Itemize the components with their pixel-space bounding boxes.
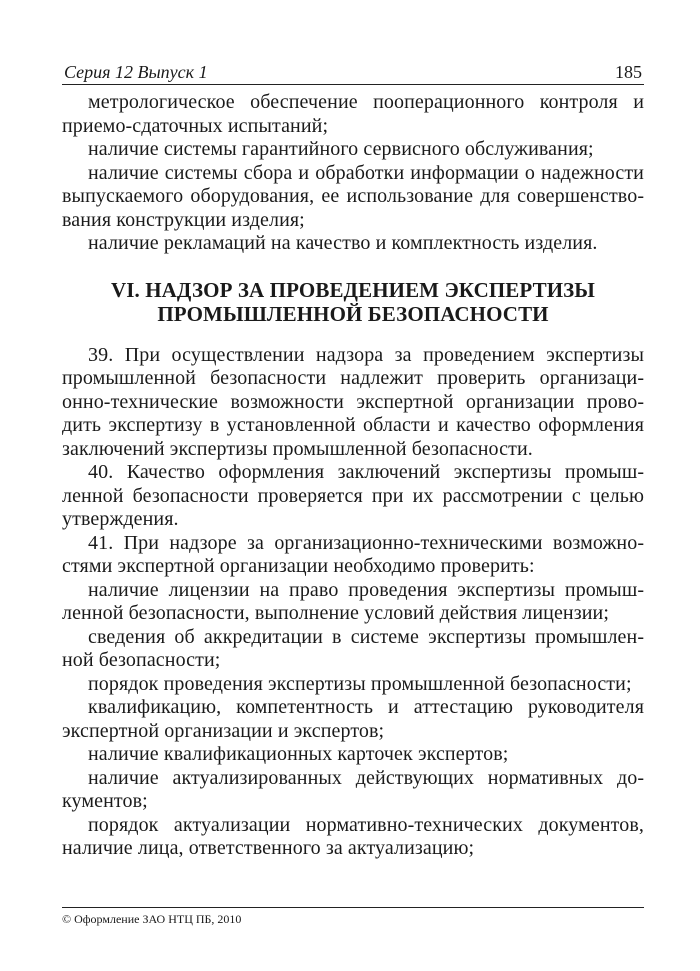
paragraph: наличие рекламаций на качество и комплектность изделия. — [88, 232, 598, 254]
section-heading — [62, 278, 644, 326]
section-heading-line: ПРОМЫШЛЕННОЙ БЕЗОПАСНОСТИ — [157, 301, 549, 326]
series-label: Серия 12 Выпуск 1 — [64, 62, 208, 82]
document-page — [62, 62, 644, 861]
paragraph: квалификацию, компетентность и аттестацию руководителя экспертной организации и экспертов; — [62, 696, 644, 742]
page-number: 185 — [615, 62, 642, 82]
document-body — [62, 91, 644, 861]
paragraph: 40. Качество оформления заключений экспертизы промышленной безопасности проверяется при их рассмотрении с целью утверждения. — [62, 461, 644, 530]
paragraph: наличие лицензии на право проведения экспертизы промышленной безопасности, выполнение условий действия лицензии; — [62, 578, 644, 624]
page-footer — [62, 907, 644, 926]
paragraph: наличие квалификационных карточек экспертов; — [88, 743, 509, 765]
paragraph: наличие системы сбора и обработки информации о надежности выпускаемого оборудования, ее использование для совершенствования конструкции изделия; — [62, 161, 644, 231]
paragraph: порядок актуализации нормативно-технических документов, наличие лица, ответственного за актуализацию; — [62, 813, 644, 859]
paragraph: 39. При осуществлении надзора за проведением экспертизы промышленной безопасности надлежит проверить организационно-технические возможности экспертной организации проводить экспертизу в установленной области и качество оформления заключений экспертизы промышленной безопасности. — [62, 343, 644, 460]
running-header — [62, 62, 644, 85]
paragraph: наличие системы гарантийного сервисного обслуживания; — [88, 138, 594, 160]
paragraph: метрологическое обеспечение пооперационного контроля и приемо-сдаточных испытаний; — [62, 91, 644, 137]
copyright-text: © Оформление ЗАО НТЦ ПБ, 2010 — [62, 912, 242, 926]
paragraph: сведения об аккредитации в системе экспертизы промышленной безопасности; — [62, 625, 644, 671]
paragraph: 41. При надзоре за организационно-техническими возможностями экспертной организации необходимо проверить: — [62, 531, 644, 577]
section-heading-line: VI. НАДЗОР ЗА ПРОВЕДЕНИЕМ ЭКСПЕРТИЗЫ — [110, 277, 596, 302]
paragraph: наличие актуализированных действующих нормативных документов; — [62, 766, 644, 812]
paragraph: порядок проведения экспертизы промышленной безопасности; — [88, 672, 632, 695]
